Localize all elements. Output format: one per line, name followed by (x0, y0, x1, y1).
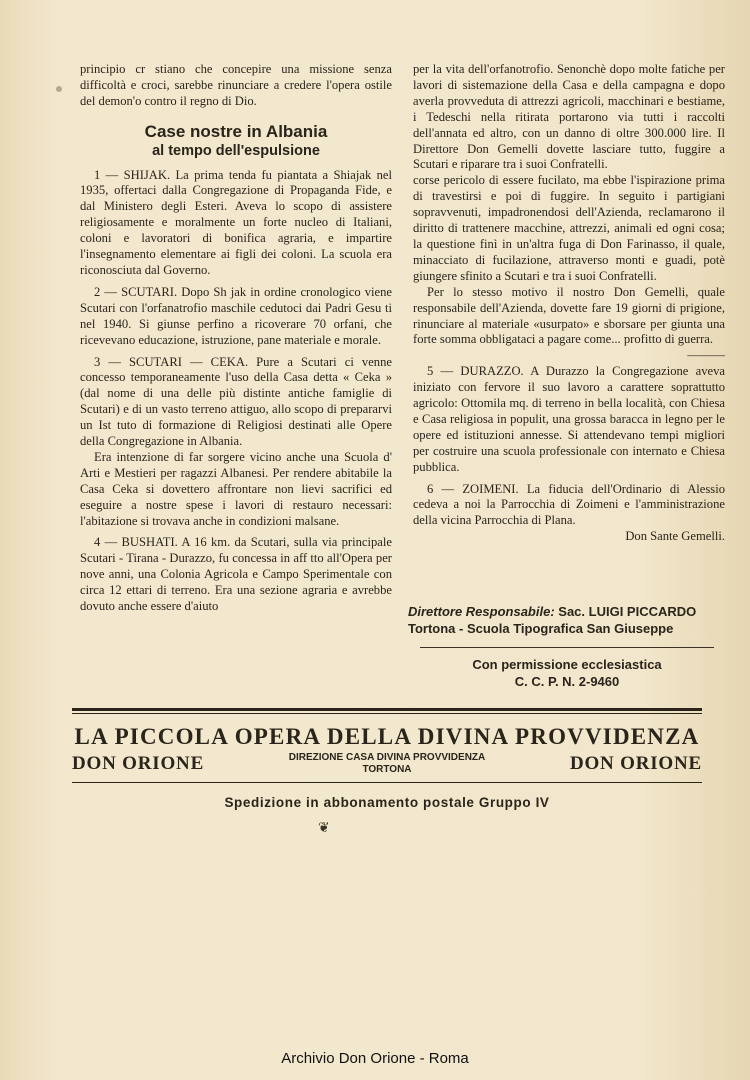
credits-block (408, 603, 726, 690)
section-durazzo: 5 — DURAZZO. A Durazzo la Congregazione aveva iniziato con fervore il suo lavoro a carattere soprattutto agricolo: Ottomila mq. di terreno in bella località, con Chiesa e Casa religiosa in populit, una grossa baracca in legno per le opere ed istituzioni annesse. Si attendevano tempi migliori per costruire una scuola professionale con internato e Chiesa pubblica. (413, 364, 725, 474)
banner-right-name: DON ORIONE (569, 753, 702, 774)
signature: Don Sante Gemelli. (625, 529, 725, 544)
banner-top-rule (72, 708, 702, 711)
paragraph-gemelli-prison: Per lo stesso motivo il nostro Don Gemelli, quale responsabile dell'Azienda, dovette fare 19 giorni di prigione, rinunciare al materiale «usurpato» e sborsare per giunta una forte somma obbligataci a pagare come... profitto di guerra. (413, 284, 725, 347)
banner-left-name: DON ORIONE (72, 753, 205, 774)
article-heading: Case nostre in Albania (144, 121, 328, 141)
banner-bottom-rules (72, 782, 702, 783)
paragraph-farinasso: corse pericolo di essere fucilato, ma ebbe l'ispirazione prima di travestirsi e poi di fuggire. In seguito i partigiani sopravvenuti, impadronendosi dell'Azienda, reclamarono il diritto di trattenere macchine, attrezzi, animali ed ogni cosa; la questione finì in un'altra fuga di Don Farinasso, il quale, minacciato di fucilazione, attraverso monti e guadi, potè giungere sfinito a Scutari e tra i suoi Confratelli. (413, 173, 725, 283)
banner-direction-line1: DIREZIONE CASA DIVINA PROVVIDENZA (288, 752, 486, 763)
fleuron-icon: ❦ (318, 821, 330, 836)
scan-mark (56, 86, 62, 92)
banner-bottom-rule (72, 782, 702, 783)
right-column (413, 62, 725, 545)
credits-divider (420, 647, 714, 648)
director-name: Sac. LUIGI PICCARDO (558, 604, 697, 619)
director-label: Direttore Responsabile: (408, 604, 555, 619)
printer-line: Tortona - Scuola Tipografica San Giuseppe (408, 621, 674, 636)
postal-shipping-note: Spedizione in abbonamento postale Gruppo IV (224, 795, 550, 810)
banner-top-thin-rule (72, 713, 702, 714)
banner-title: LA PICCOLA OPERA DELLA DIVINA PROVVIDENZA (74, 724, 700, 749)
section-shijak: 1 — SHIJAK. La prima tenda fu piantata a Shiajak nel 1935, offertaci dalla Congregazione di Propaganda Fide, e dal Ministero degli Esteri. Aveva lo scopo di assistere religiosamente e moralmente un forte nucleo di Italiani, coloni e lavoratori di bonifica agraria, e impartire l'insegnamento elementare ai figli dei coloni. La scuola era riconosciuta dal Governo. (80, 167, 392, 277)
section-scutari-ceka: 3 — SCUTARI — CEKA. Pure a Scutari ci venne concesso temporaneamente l'uso della Casa detta « Ceka » (dal nome di una delle più distinte antiche famiglie di Scutari) e di un vasto terreno attiguo, allo scopo di prepararvi un Ist tuto di formazione di Religiosi destinati alle Opere della Congregazione in Albania. (80, 354, 392, 449)
masthead-banner (72, 708, 702, 810)
archive-footer: Archivio Don Orione - Roma (281, 1050, 469, 1067)
article-subheading: al tempo dell'espulsione (152, 142, 320, 159)
ecclesiastical-permission: Con permissione ecclesiastica (472, 657, 662, 672)
section-scutari: 2 — SCUTARI. Dopo Sh jak in ordine cronologico viene Scutari con l'orfanatrofio maschile cedutoci dai Padri Gesu ti nel 1940. Si giunse perfino a ricoverare 70 orfani, che ricevevano educazione, istruzione, pane materiale e morale. (80, 284, 392, 347)
banner-row (72, 752, 702, 776)
postal-account: C. C. P. N. 2-9460 (514, 674, 620, 689)
paragraph-bushati-continued: per la vita dell'orfanotrofio. Senonchè dopo molte fatiche per lavori di sistemazione della Casa e della campagna e dopo averla provveduta di attrezzi agricoli, macchinari e bestiame, i Tedeschi nella ritirata portarono via tutti i raccolti dell'annata ed altro, con un danno di oltre 300.000 lire. Il Direttore Don Gemelli dovette lasciare tutto, fuggire a Scutari e riparare tra i suoi Confratelli. (413, 62, 725, 172)
section-zoimeni: 6 — ZOIMENI. La fiducia dell'Ordinario di Alessio cedeva a noi la Parrocchia di Zoimeni e l'amministrazione della vicina Parrocchia di Plana. (413, 481, 725, 528)
intro-paragraph: principio cr stiano che concepire una missione senza difficoltà e croci, sarebbe rinunciare a credere l'opera ostile del demon'o contro il regno di Dio. (80, 62, 392, 108)
left-column (80, 62, 392, 615)
section-bushati: 4 — BUSHATI. A 16 km. da Scutari, sulla via principale Scutari - Tirana - Durazzo, fu concessa in aff tto all'Opera per nove anni, una Colonia Agricola e Campo Sperimentale con circa 12 ettari di terreno. Era una sezione agraria e avrebbe dovuto anche essere d'aiuto (80, 535, 392, 614)
separator-dash: ——— (687, 348, 725, 363)
banner-direction-line2: TORTONA (362, 764, 412, 775)
paragraph-ceka-school: Era intenzione di far sorgere vicino anche una Scuola d' Arti e Mestieri per ragazzi Albanesi. Per rendere abitabile la Casa Ceka si dovettero affrontare non lievi sacrifici ed eseguire a nostre spese i lavori di restauro necessari: l'abitazione si trovava anche in condizioni malsane. (80, 449, 392, 528)
banner-direction (289, 752, 486, 776)
